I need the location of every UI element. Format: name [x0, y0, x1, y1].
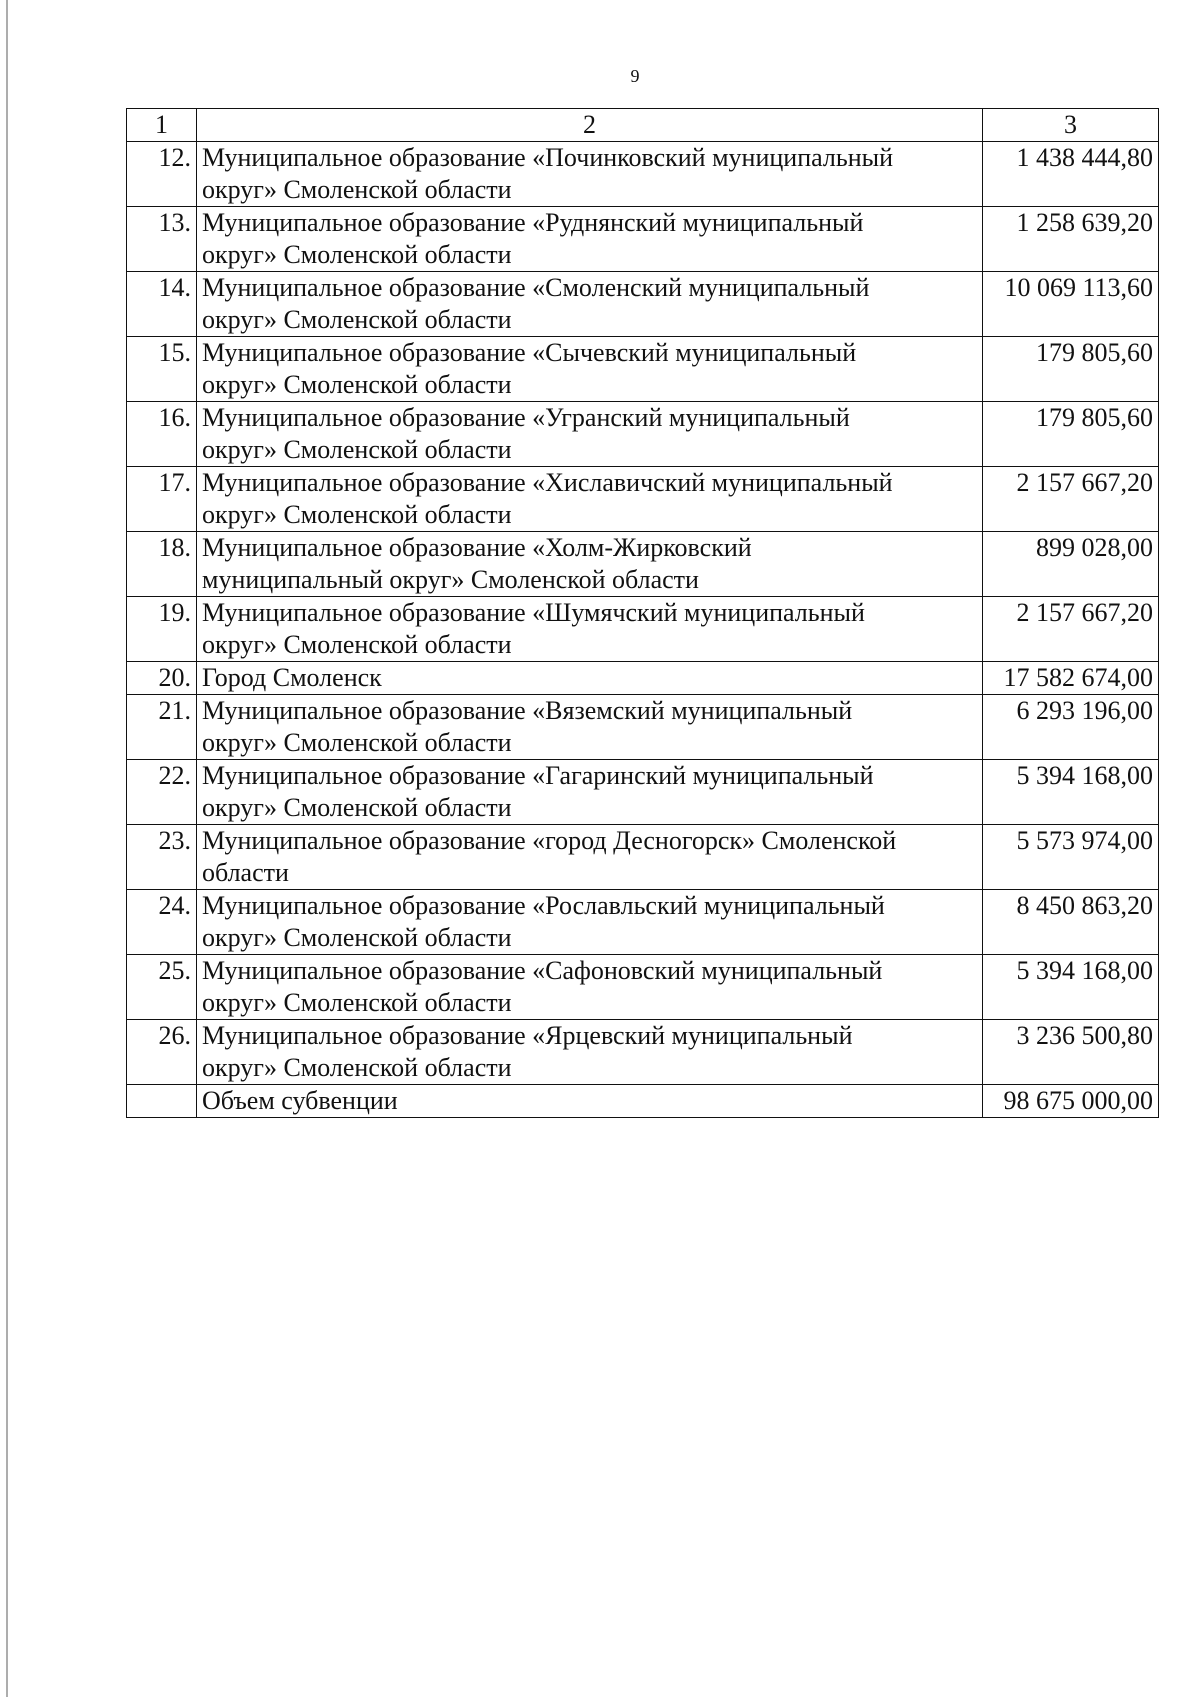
table-row — [127, 532, 1159, 597]
row-number: 19. — [127, 597, 197, 662]
subvention-amount: 8 450 863,20 — [983, 890, 1159, 955]
table-row — [127, 402, 1159, 467]
municipality-name: Муниципальное образование «Холм-Жирковский муниципальный округ» Смоленской области — [197, 532, 983, 597]
municipality-name: Муниципальное образование «Рославльский муниципальный округ» Смоленской области — [197, 890, 983, 955]
subvention-amount: 179 805,60 — [983, 337, 1159, 402]
table-row — [127, 1020, 1159, 1085]
total-amount: 98 675 000,00 — [983, 1085, 1159, 1118]
table-row — [127, 272, 1159, 337]
municipality-name: Муниципальное образование «Сычевский муниципальный округ» Смоленской области — [197, 337, 983, 402]
scan-edge-line — [6, 0, 8, 1697]
municipality-name: Муниципальное образование «Руднянский муниципальный округ» Смоленской области — [197, 207, 983, 272]
row-number: 18. — [127, 532, 197, 597]
row-number: 12. — [127, 142, 197, 207]
table-row — [127, 207, 1159, 272]
total-row — [127, 1085, 1159, 1118]
subvention-amount: 179 805,60 — [983, 402, 1159, 467]
column-header-3: 3 — [983, 109, 1159, 142]
row-number: 25. — [127, 955, 197, 1020]
municipality-name: Муниципальное образование «Смоленский муниципальный округ» Смоленской области — [197, 272, 983, 337]
subvention-amount: 5 573 974,00 — [983, 825, 1159, 890]
subvention-amount: 899 028,00 — [983, 532, 1159, 597]
municipality-name: Муниципальное образование «Сафоновский муниципальный округ» Смоленской области — [197, 955, 983, 1020]
table-row — [127, 597, 1159, 662]
row-number: 17. — [127, 467, 197, 532]
row-number: 24. — [127, 890, 197, 955]
row-number: 26. — [127, 1020, 197, 1085]
subvention-amount: 1 438 444,80 — [983, 142, 1159, 207]
subvention-table — [126, 108, 1159, 1118]
subvention-amount: 5 394 168,00 — [983, 955, 1159, 1020]
table-row — [127, 955, 1159, 1020]
total-row-number — [127, 1085, 197, 1118]
subvention-amount: 10 069 113,60 — [983, 272, 1159, 337]
table-row — [127, 825, 1159, 890]
page-number: 9 — [630, 66, 640, 86]
subvention-amount: 3 236 500,80 — [983, 1020, 1159, 1085]
table-row — [127, 662, 1159, 695]
municipality-name: Муниципальное образование «Угранский муниципальный округ» Смоленской области — [197, 402, 983, 467]
municipality-name: Город Смоленск — [197, 662, 983, 695]
table-row — [127, 760, 1159, 825]
row-number: 16. — [127, 402, 197, 467]
subvention-amount: 6 293 196,00 — [983, 695, 1159, 760]
municipality-name: Муниципальное образование «Ярцевский муниципальный округ» Смоленской области — [197, 1020, 983, 1085]
row-number: 14. — [127, 272, 197, 337]
municipality-name: Муниципальное образование «Хиславичский муниципальный округ» Смоленской области — [197, 467, 983, 532]
municipality-name: Муниципальное образование «город Десногорск» Смоленской области — [197, 825, 983, 890]
table-row — [127, 337, 1159, 402]
column-header-2: 2 — [197, 109, 983, 142]
municipality-name: Муниципальное образование «Гагаринский муниципальный округ» Смоленской области — [197, 760, 983, 825]
table-row — [127, 695, 1159, 760]
subvention-amount: 2 157 667,20 — [983, 597, 1159, 662]
row-number: 13. — [127, 207, 197, 272]
subvention-amount: 17 582 674,00 — [983, 662, 1159, 695]
table-row — [127, 142, 1159, 207]
row-number: 20. — [127, 662, 197, 695]
row-number: 23. — [127, 825, 197, 890]
municipality-name: Муниципальное образование «Шумячский муниципальный округ» Смоленской области — [197, 597, 983, 662]
subvention-amount: 5 394 168,00 — [983, 760, 1159, 825]
subvention-amount: 1 258 639,20 — [983, 207, 1159, 272]
table-row — [127, 467, 1159, 532]
row-number: 21. — [127, 695, 197, 760]
subvention-amount: 2 157 667,20 — [983, 467, 1159, 532]
column-header-1: 1 — [127, 109, 197, 142]
municipality-name: Муниципальное образование «Починковский муниципальный округ» Смоленской области — [197, 142, 983, 207]
row-number: 15. — [127, 337, 197, 402]
municipality-name: Муниципальное образование «Вяземский муниципальный округ» Смоленской области — [197, 695, 983, 760]
table-row — [127, 890, 1159, 955]
table-header-row — [127, 109, 1159, 142]
row-number: 22. — [127, 760, 197, 825]
total-label: Объем субвенции — [197, 1085, 983, 1118]
